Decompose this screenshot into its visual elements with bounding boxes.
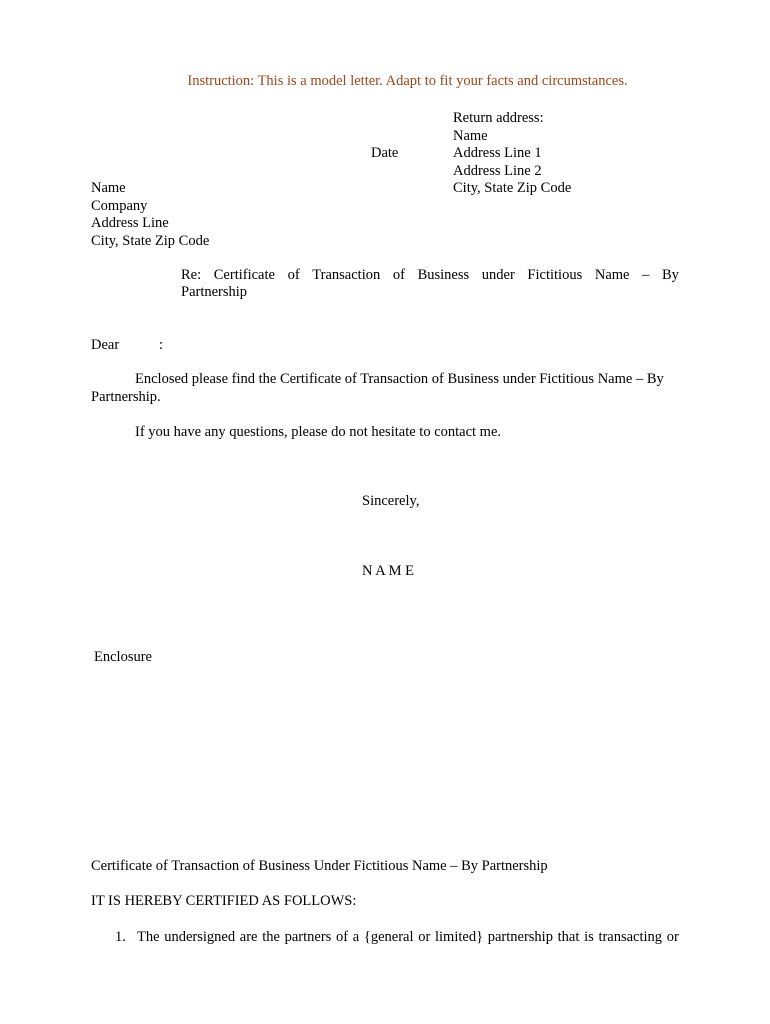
list-word: are xyxy=(239,929,258,945)
re-word: Transaction xyxy=(312,267,381,283)
certificate-heading: IT IS HEREBY CERTIFIED AS FOLLOWS: xyxy=(91,893,357,909)
list-word: or xyxy=(666,929,679,945)
closing-sincerely: Sincerely, xyxy=(362,493,420,509)
body-paragraph-1: Enclosed please find the Certificate of Transaction of Business under Fictitious Name – By Partnership. xyxy=(91,371,664,405)
return-address-line1: Address Line 1 xyxy=(453,145,542,161)
re-word: under xyxy=(481,267,515,283)
enclosure-label: Enclosure xyxy=(94,649,152,665)
list-word: of xyxy=(335,929,349,945)
list-word: or xyxy=(418,929,431,945)
signature-name: N A M E xyxy=(362,563,414,579)
re-word: Re: xyxy=(181,267,202,283)
list-word: undersigned xyxy=(164,929,236,945)
instruction-note: Instruction: This is a model letter. Adapt to fit your facts and circumstances. xyxy=(187,73,628,89)
return-address-name: Name xyxy=(453,127,488,144)
return-address-label: Return address: xyxy=(453,110,544,126)
list-item-text xyxy=(137,929,679,946)
recipient-city: City, State Zip Code xyxy=(91,232,210,249)
list-word: a xyxy=(352,929,360,945)
list-word: that xyxy=(557,929,580,945)
list-word: {general xyxy=(363,929,414,945)
re-word: By xyxy=(661,267,679,283)
body-paragraph-2: If you have any questions, please do not hesitate to contact me. xyxy=(135,424,502,440)
re-word: Business xyxy=(417,267,470,283)
list-item-number: 1. xyxy=(115,929,126,945)
list-word: transacting xyxy=(598,929,663,945)
salutation-colon: : xyxy=(159,337,164,353)
list-word: partners xyxy=(284,929,332,945)
re-word: – xyxy=(642,267,650,283)
re-word: Certificate xyxy=(213,267,275,283)
list-word: the xyxy=(262,929,280,945)
date-label: Date xyxy=(371,145,399,161)
recipient-address: Address Line xyxy=(91,215,169,231)
re-subject xyxy=(181,267,679,302)
return-address-block xyxy=(453,110,571,198)
certificate-list-item-1 xyxy=(115,929,679,946)
re-word: Fictitious xyxy=(527,267,583,283)
re-line-1 xyxy=(181,267,679,284)
certificate-title: Certificate of Transaction of Business Under Fictitious Name – By Partnership xyxy=(91,858,548,874)
return-address-line2: Address Line 2 xyxy=(453,162,542,179)
recipient-name: Name xyxy=(91,180,126,196)
salutation-dear: Dear xyxy=(91,337,120,353)
return-address-city: City, State Zip Code xyxy=(453,180,572,196)
recipient-company: Company xyxy=(91,197,148,214)
recipient-block xyxy=(91,180,209,250)
list-word: The xyxy=(137,929,160,945)
re-word: Name xyxy=(594,267,630,283)
re-word: of xyxy=(287,267,300,283)
list-word: is xyxy=(584,929,594,945)
re-line-2: Partnership xyxy=(181,284,248,300)
list-word: limited} xyxy=(434,929,484,945)
list-word: partnership xyxy=(487,929,553,945)
re-word: of xyxy=(392,267,405,283)
